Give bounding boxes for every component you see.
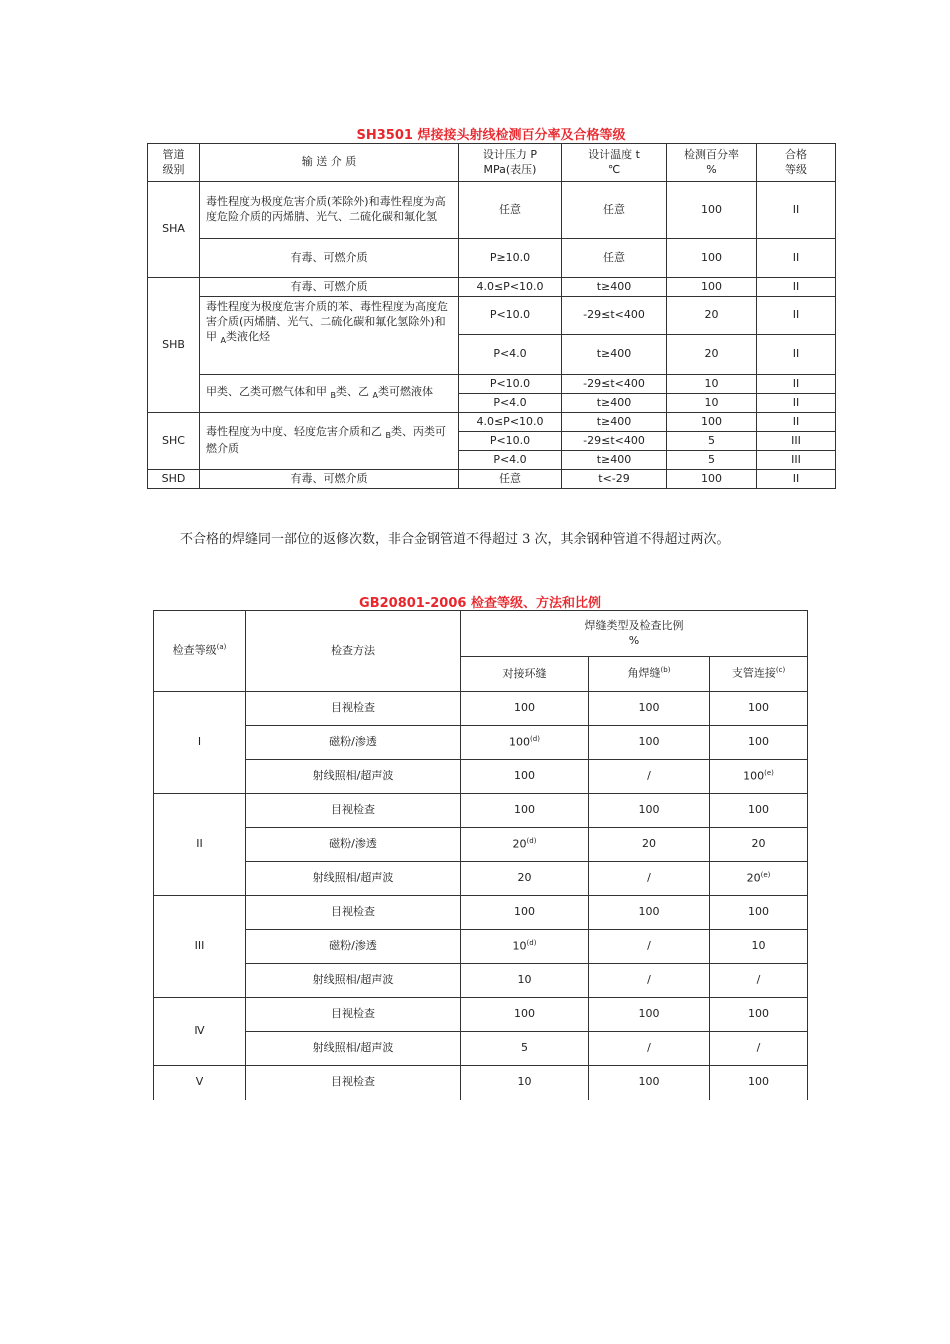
header-medium: 输 送 介 质 <box>200 144 459 182</box>
table-row <box>148 182 836 239</box>
value-cell: 20$^{(e)}$ <box>710 862 808 896</box>
table-row <box>154 1066 808 1100</box>
value-cell: 100 <box>710 692 808 726</box>
level-cell: II <box>757 297 836 335</box>
table-row <box>154 828 808 862</box>
value-cell: 100 <box>589 692 710 726</box>
value-cell: 10 <box>710 930 808 964</box>
percentage-cell: 5 <box>667 451 757 470</box>
header-percentage: 检测百分率 % <box>667 144 757 182</box>
value-cell: 20 <box>461 862 589 896</box>
level-cell: II <box>757 239 836 278</box>
percentage-cell: 10 <box>667 375 757 394</box>
table-row <box>148 413 836 432</box>
percentage-cell: 100 <box>667 470 757 489</box>
value-cell: / <box>589 760 710 794</box>
grade-cell: SHA <box>148 182 200 278</box>
table-row <box>154 726 808 760</box>
value-cell: 100 <box>589 794 710 828</box>
value-cell: 100 <box>710 896 808 930</box>
medium-cell: 有毒、可燃介质 <box>200 239 459 278</box>
percentage-cell: 100 <box>667 413 757 432</box>
value-cell: 100 <box>461 692 589 726</box>
percentage-cell: 100 <box>667 182 757 239</box>
percentage-cell: 5 <box>667 432 757 451</box>
pressure-cell: P<4.0 <box>459 394 562 413</box>
grade-cell: SHB <box>148 278 200 413</box>
temperature-cell: -29≤t<400 <box>562 375 667 394</box>
level-cell: II <box>757 375 836 394</box>
pressure-cell: P<10.0 <box>459 297 562 335</box>
level-cell: II <box>757 182 836 239</box>
method-cell: 射线照相/超声波 <box>246 862 461 896</box>
table-row <box>154 760 808 794</box>
value-cell: 100 <box>710 998 808 1032</box>
value-cell: 100 <box>461 896 589 930</box>
pressure-cell: P<4.0 <box>459 335 562 375</box>
method-cell: 目视检查 <box>246 1066 461 1100</box>
value-cell: 100 <box>589 726 710 760</box>
medium-cell: 毒性程度为极度危害介质的苯、毒性程度为高度危害介质(丙烯腈、光气、二硫化碳和氟化氢除外)和甲 $_A$类液化烃 <box>200 297 459 375</box>
method-cell: 磁粉/渗透 <box>246 828 461 862</box>
temperature-cell: 任意 <box>562 239 667 278</box>
percentage-cell: 10 <box>667 394 757 413</box>
temperature-cell: 任意 <box>562 182 667 239</box>
table-row <box>148 375 836 394</box>
table1-header-row <box>148 144 836 182</box>
value-cell: 100 <box>461 760 589 794</box>
value-cell: 100$^{(e)}$ <box>710 760 808 794</box>
level-cell: II <box>757 470 836 489</box>
level-cell: Ⅳ <box>154 998 246 1066</box>
table2-title: GB20801-2006 检查等级、方法和比例 <box>359 596 601 611</box>
value-cell: 20$^{(d)}$ <box>461 828 589 862</box>
level-cell: II <box>757 278 836 297</box>
temperature-cell: t≥400 <box>562 413 667 432</box>
radiographic-inspection-table <box>147 143 836 489</box>
value-cell: 10 <box>461 964 589 998</box>
table-row <box>154 862 808 896</box>
method-cell: 目视检查 <box>246 998 461 1032</box>
pressure-cell: P<4.0 <box>459 451 562 470</box>
value-cell: / <box>589 930 710 964</box>
table-row <box>148 239 836 278</box>
grade-cell: SHC <box>148 413 200 470</box>
method-cell: 射线照相/超声波 <box>246 760 461 794</box>
method-cell: 目视检查 <box>246 692 461 726</box>
level-cell: III <box>757 432 836 451</box>
value-cell: / <box>710 1032 808 1066</box>
pressure-cell: P≥10.0 <box>459 239 562 278</box>
inspection-level-table <box>153 610 808 1100</box>
temperature-cell: t≥400 <box>562 278 667 297</box>
level-cell: II <box>757 335 836 375</box>
table-row <box>154 896 808 930</box>
pressure-cell: 4.0≤P<10.0 <box>459 413 562 432</box>
level-cell: II <box>757 413 836 432</box>
medium-cell: 甲类、乙类可燃气体和甲 $_B$类、乙 $_A$类可燃液体 <box>200 375 459 413</box>
table-row <box>148 278 836 297</box>
header-inspection-method: 检查方法 <box>246 611 461 692</box>
percentage-cell: 20 <box>667 297 757 335</box>
pressure-cell: 任意 <box>459 470 562 489</box>
header-inspection-level: 检查等级$^{(a)}$ <box>154 611 246 692</box>
method-cell: 目视检查 <box>246 896 461 930</box>
value-cell: 100 <box>710 1066 808 1100</box>
pressure-cell: 任意 <box>459 182 562 239</box>
temperature-cell: t<-29 <box>562 470 667 489</box>
level-cell: V <box>154 1066 246 1100</box>
table1-title: SH3501 焊接接头射线检测百分率及合格等级 <box>356 128 626 143</box>
method-cell: 磁粉/渗透 <box>246 726 461 760</box>
header-pipe-grade: 管道 级别 <box>148 144 200 182</box>
level-cell: II <box>757 394 836 413</box>
value-cell: 5 <box>461 1032 589 1066</box>
value-cell: 100 <box>589 896 710 930</box>
table-row <box>154 930 808 964</box>
value-cell: / <box>589 862 710 896</box>
header-pressure: 设计压力 P MPa(表压) <box>459 144 562 182</box>
value-cell: 100 <box>589 998 710 1032</box>
value-cell: 100 <box>710 794 808 828</box>
table-row <box>154 692 808 726</box>
value-cell: / <box>710 964 808 998</box>
table-row <box>154 964 808 998</box>
medium-cell: 毒性程度为中度、轻度危害介质和乙 $_B$类、丙类可燃介质 <box>200 413 459 470</box>
percentage-cell: 100 <box>667 239 757 278</box>
pressure-cell: 4.0≤P<10.0 <box>459 278 562 297</box>
header-weld-type-group: 焊缝类型及检查比例 % <box>461 611 808 657</box>
value-cell: 10$^{(d)}$ <box>461 930 589 964</box>
value-cell: / <box>589 1032 710 1066</box>
method-cell: 射线照相/超声波 <box>246 1032 461 1066</box>
temperature-cell: t≥400 <box>562 451 667 470</box>
method-cell: 磁粉/渗透 <box>246 930 461 964</box>
table2-header-row <box>154 611 808 657</box>
header-fillet-weld: 角焊缝$^{(b)}$ <box>589 657 710 692</box>
temperature-cell: -29≤t<400 <box>562 297 667 335</box>
value-cell: 100 <box>461 794 589 828</box>
value-cell: 20 <box>589 828 710 862</box>
header-butt-weld: 对接环缝 <box>461 657 589 692</box>
pressure-cell: P<10.0 <box>459 375 562 394</box>
table-row <box>148 297 836 335</box>
value-cell: 10 <box>461 1066 589 1100</box>
level-cell: III <box>154 896 246 998</box>
level-cell: III <box>757 451 836 470</box>
header-acceptance-level: 合格 等级 <box>757 144 836 182</box>
temperature-cell: t≥400 <box>562 335 667 375</box>
percentage-cell: 20 <box>667 335 757 375</box>
header-branch-connection: 支管连接$^{(c)}$ <box>710 657 808 692</box>
table-row <box>154 794 808 828</box>
pressure-cell: P<10.0 <box>459 432 562 451</box>
repair-note: 不合格的焊缝同一部位的返修次数，非合金钢管道不得超过 3 次，其余钢种管道不得超过两次。 <box>180 532 730 547</box>
grade-cell: SHD <box>148 470 200 489</box>
value-cell: 100$^{(d)}$ <box>461 726 589 760</box>
value-cell: 100 <box>710 726 808 760</box>
percentage-cell: 100 <box>667 278 757 297</box>
medium-cell: 毒性程度为极度危害介质(苯除外)和毒性程度为高度危险介质的丙烯腈、光气、二硫化碳和氟化氢 <box>200 182 459 239</box>
method-cell: 目视检查 <box>246 794 461 828</box>
table-row <box>154 998 808 1032</box>
header-temperature: 设计温度 t ℃ <box>562 144 667 182</box>
level-cell: II <box>154 794 246 896</box>
method-cell: 射线照相/超声波 <box>246 964 461 998</box>
value-cell: 20 <box>710 828 808 862</box>
medium-cell: 有毒、可燃介质 <box>200 470 459 489</box>
medium-cell: 有毒、可燃介质 <box>200 278 459 297</box>
value-cell: 100 <box>461 998 589 1032</box>
temperature-cell: -29≤t<400 <box>562 432 667 451</box>
level-cell: I <box>154 692 246 794</box>
value-cell: / <box>589 964 710 998</box>
table-row <box>154 1032 808 1066</box>
table-row <box>148 470 836 489</box>
temperature-cell: t≥400 <box>562 394 667 413</box>
value-cell: 100 <box>589 1066 710 1100</box>
